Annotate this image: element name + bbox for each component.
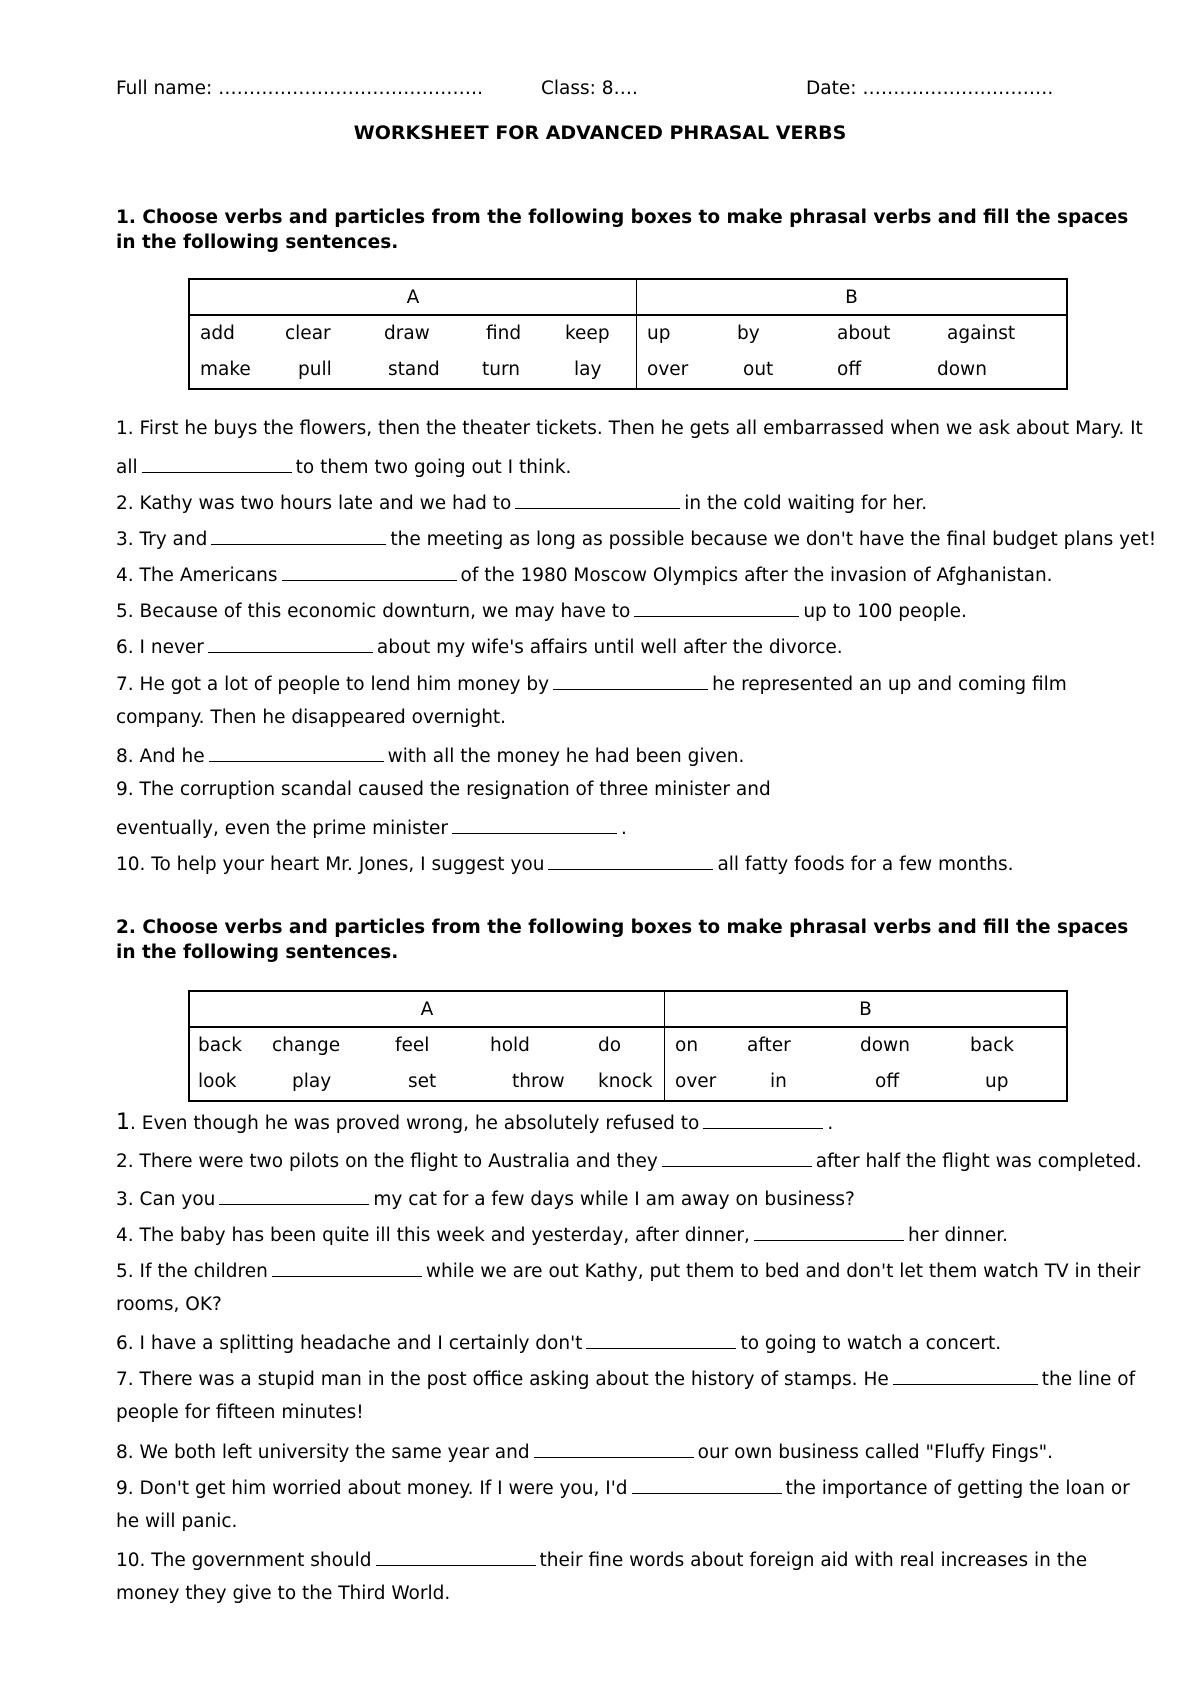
student-info-line bbox=[116, 78, 1116, 106]
sentence-8: 8. And he with all the money he had been given. bbox=[116, 743, 744, 767]
word: against bbox=[947, 323, 1016, 344]
sentence-3: 3. Try and the meeting as long as possible because we don't have the final budget plans yet! bbox=[116, 526, 1156, 550]
word: down bbox=[860, 1035, 910, 1056]
answer-blank[interactable] bbox=[534, 1439, 694, 1458]
word: over bbox=[647, 359, 689, 380]
sentence-9: 9. The corruption scandal caused the resignation of three minister and bbox=[116, 779, 771, 800]
answer-blank[interactable] bbox=[754, 1222, 904, 1241]
section1-col-a-header: A bbox=[189, 279, 637, 315]
sentence-5: 5. If the children while we are out Kathy, put them to bed and don't let them watch TV in their bbox=[116, 1258, 1140, 1282]
class-field: Class: 8…. bbox=[541, 78, 638, 99]
sentence-9-cont: he will panic. bbox=[116, 1511, 238, 1532]
word: hold bbox=[490, 1035, 530, 1056]
sentence-5: 5. Because of this economic downturn, we may have to up to 100 people. bbox=[116, 598, 967, 622]
section1-particles-row1 bbox=[637, 316, 1066, 352]
answer-blank[interactable] bbox=[586, 1330, 736, 1349]
sentence-9-cont: eventually, even the prime minister . bbox=[116, 815, 627, 839]
section2-particles-row1 bbox=[665, 1028, 1066, 1064]
sentence-10: 10. The government should their fine words about foreign aid with real increases in the bbox=[116, 1547, 1087, 1571]
section2-col-b-header: B bbox=[665, 991, 1068, 1027]
word: feel bbox=[395, 1035, 430, 1056]
section1-word-box bbox=[188, 278, 1068, 390]
answer-blank[interactable] bbox=[662, 1148, 812, 1167]
sentence-8: 8. We both left university the same year and our own business called "Fluffy Fings". bbox=[116, 1439, 1053, 1463]
sentence-2: 2. There were two pilots on the flight to Australia and they after half the flight was completed. bbox=[116, 1148, 1142, 1172]
word: back bbox=[970, 1035, 1014, 1056]
section1-col-b-header: B bbox=[637, 279, 1068, 315]
word: add bbox=[200, 323, 235, 344]
word: turn bbox=[482, 359, 520, 380]
word: clear bbox=[285, 323, 331, 344]
answer-blank[interactable] bbox=[703, 1110, 823, 1129]
word: throw bbox=[512, 1071, 565, 1092]
word: play bbox=[292, 1071, 332, 1092]
answer-blank[interactable] bbox=[142, 454, 292, 473]
word: knock bbox=[598, 1071, 653, 1092]
worksheet-title: WORKSHEET FOR ADVANCED PHRASAL VERBS bbox=[353, 122, 847, 144]
word: over bbox=[675, 1071, 717, 1092]
section1-instruction: 1. Choose verbs and particles from the following boxes to make phrasal verbs and fill the spaces in the following sentences. bbox=[116, 207, 1129, 253]
word: by bbox=[737, 323, 760, 344]
answer-blank[interactable] bbox=[548, 851, 713, 870]
section2-col-a-header: A bbox=[189, 991, 665, 1027]
word: set bbox=[408, 1071, 437, 1092]
sentence-5-cont: rooms, OK? bbox=[116, 1294, 222, 1315]
section2-verbs-row1 bbox=[190, 1028, 664, 1064]
word: change bbox=[272, 1035, 341, 1056]
sentence-6: 6. I never about my wife's affairs until well after the divorce. bbox=[116, 634, 843, 658]
sentence-9: 9. Don't get him worried about money. If I were you, I'd the importance of getting the loan or bbox=[116, 1475, 1130, 1499]
sentence-2: 2. Kathy was two hours late and we had to in the cold waiting for her. bbox=[116, 490, 927, 514]
section2-instruction: 2. Choose verbs and particles from the following boxes to make phrasal verbs and fill the spaces in the following sentences. bbox=[116, 917, 1129, 963]
word: down bbox=[937, 359, 987, 380]
answer-blank[interactable] bbox=[553, 671, 708, 690]
word: about bbox=[837, 323, 891, 344]
word: back bbox=[198, 1035, 242, 1056]
section1-verbs-row2 bbox=[190, 352, 636, 388]
answer-blank[interactable] bbox=[209, 743, 384, 762]
word: on bbox=[675, 1035, 699, 1056]
word: pull bbox=[298, 359, 332, 380]
sentence-7: 7. He got a lot of people to lend him money by he represented an up and coming film bbox=[116, 671, 1067, 695]
sentence-10-cont: money they give to the Third World. bbox=[116, 1583, 451, 1604]
word: off bbox=[837, 359, 862, 380]
answer-blank[interactable] bbox=[219, 1186, 369, 1205]
sentence-6: 6. I have a splitting headache and I certainly don't to going to watch a concert. bbox=[116, 1330, 1001, 1354]
word: off bbox=[875, 1071, 900, 1092]
word: make bbox=[200, 359, 251, 380]
date-field: Date: …………………………. bbox=[806, 78, 1054, 99]
sentence-7-cont: company. Then he disappeared overnight. bbox=[116, 707, 507, 728]
word: keep bbox=[565, 323, 610, 344]
sentence-10: 10. To help your heart Mr. Jones, I suggest you all fatty foods for a few months. bbox=[116, 851, 1014, 875]
sentence-3: 3. Can you my cat for a few days while I am away on business? bbox=[116, 1186, 855, 1210]
answer-blank[interactable] bbox=[208, 634, 373, 653]
answer-blank[interactable] bbox=[282, 562, 457, 581]
answer-blank[interactable] bbox=[634, 598, 799, 617]
answer-blank[interactable] bbox=[452, 815, 617, 834]
answer-blank[interactable] bbox=[632, 1475, 782, 1494]
section2-particles-row2 bbox=[665, 1064, 1066, 1100]
word: up bbox=[647, 323, 671, 344]
sentence-7-cont: people for fifteen minutes! bbox=[116, 1402, 364, 1423]
word: do bbox=[598, 1035, 622, 1056]
section1-particles-row2 bbox=[637, 352, 1066, 388]
word: in bbox=[770, 1071, 787, 1092]
sentence-4: 4. The Americans of the 1980 Moscow Olympics after the invasion of Afghanistan. bbox=[116, 562, 1053, 586]
word: up bbox=[985, 1071, 1009, 1092]
word: lay bbox=[574, 359, 602, 380]
word: out bbox=[743, 359, 774, 380]
answer-blank[interactable] bbox=[376, 1547, 536, 1566]
answer-blank[interactable] bbox=[893, 1366, 1038, 1385]
answer-blank[interactable] bbox=[211, 526, 386, 545]
sentence-4: 4. The baby has been quite ill this week and yesterday, after dinner, her dinner. bbox=[116, 1222, 1008, 1246]
word: find bbox=[486, 323, 522, 344]
word: draw bbox=[384, 323, 430, 344]
sentence-1: 1. First he buys the flowers, then the theater tickets. Then he gets all embarrassed when we ask about Mary. It bbox=[116, 418, 1143, 439]
word: stand bbox=[388, 359, 440, 380]
sentence-7: 7. There was a stupid man in the post office asking about the history of stamps. He the line of bbox=[116, 1366, 1135, 1390]
section2-word-box bbox=[188, 990, 1068, 1102]
word: after bbox=[747, 1035, 791, 1056]
word: look bbox=[198, 1071, 237, 1092]
section1-verbs-row1 bbox=[190, 316, 636, 352]
answer-blank[interactable] bbox=[515, 490, 680, 509]
full-name-field: Full name: ……………………………………. bbox=[116, 78, 483, 99]
answer-blank[interactable] bbox=[272, 1258, 422, 1277]
sentence-1: 1. Even though he was proved wrong, he absolutely refused to . bbox=[116, 1110, 834, 1135]
section2-verbs-row2 bbox=[190, 1064, 664, 1100]
sentence-1-cont: all to them two going out I think. bbox=[116, 454, 571, 478]
